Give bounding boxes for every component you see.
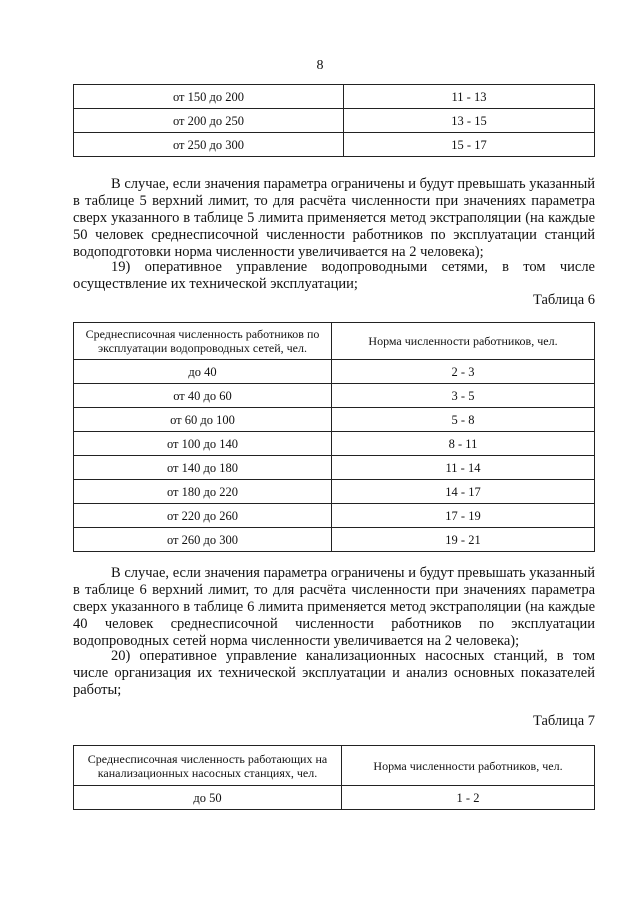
norm-cell: 8 - 11 bbox=[332, 432, 595, 456]
norm-cell: 14 - 17 bbox=[332, 480, 595, 504]
norm-cell: 13 - 15 bbox=[344, 109, 595, 133]
table-header-row bbox=[74, 323, 595, 360]
table-5-continuation bbox=[73, 84, 595, 157]
range-cell: от 150 до 200 bbox=[74, 85, 344, 109]
table-row bbox=[74, 456, 595, 480]
norm-cell: 17 - 19 bbox=[332, 504, 595, 528]
table-7-caption: Таблица 7 bbox=[532, 713, 595, 729]
norm-cell: 1 - 2 bbox=[342, 786, 595, 810]
paragraph-item-19: 19) оперативное управление водопроводными сетями, в том числе осуществление их технической эксплуатации; bbox=[73, 259, 595, 292]
table-row bbox=[74, 133, 595, 157]
table-row bbox=[74, 480, 595, 504]
header-col-norm: Норма численности работников, чел. bbox=[332, 323, 595, 360]
norm-cell: 15 - 17 bbox=[344, 133, 595, 157]
range-cell: от 60 до 100 bbox=[74, 408, 332, 432]
header-col-norm: Норма численности работников, чел. bbox=[342, 746, 595, 786]
table-6 bbox=[73, 322, 595, 552]
table-row bbox=[74, 109, 595, 133]
range-cell: от 100 до 140 bbox=[74, 432, 332, 456]
norm-cell: 2 - 3 bbox=[332, 360, 595, 384]
range-cell: от 200 до 250 bbox=[74, 109, 344, 133]
table-row bbox=[74, 360, 595, 384]
range-cell: от 140 до 180 bbox=[74, 456, 332, 480]
range-cell: от 40 до 60 bbox=[74, 384, 332, 408]
range-cell: от 180 до 220 bbox=[74, 480, 332, 504]
table-6-caption: Таблица 6 bbox=[532, 292, 595, 308]
table-row bbox=[74, 528, 595, 552]
norm-cell: 11 - 14 bbox=[332, 456, 595, 480]
range-cell: до 50 bbox=[74, 786, 342, 810]
range-cell: от 250 до 300 bbox=[74, 133, 344, 157]
table-row bbox=[74, 85, 595, 109]
range-cell: от 220 до 260 bbox=[74, 504, 332, 528]
norm-cell: 3 - 5 bbox=[332, 384, 595, 408]
norm-cell: 11 - 13 bbox=[344, 85, 595, 109]
table-row bbox=[74, 408, 595, 432]
paragraph-extrapolation-table6: В случае, если значения параметра ограничены и будут превышать указанный в таблице 6 верхний лимит, то для расчёта численности при значениях параметра сверх указанного в таблице 6 лимита применяется метод экстраполяции (на каждые 40 человек среднесписочной численности работников по эксплуатации водопроводных сетей норма численности увеличивается на 2 человека); bbox=[73, 565, 595, 649]
table-row bbox=[74, 432, 595, 456]
paragraph-extrapolation-table5: В случае, если значения параметра ограничены и будут превышать указанный в таблице 5 верхний лимит, то для расчёта численности при значениях параметра сверх указанного в таблице 5 лимита применяется метод экстраполяции (на каждые 50 человек среднесписочной численности работников по эксплуатации станций водоподготовки норма численности увеличивается на 2 человека); bbox=[73, 176, 595, 260]
range-cell: до 40 bbox=[74, 360, 332, 384]
table-row bbox=[74, 384, 595, 408]
norm-cell: 5 - 8 bbox=[332, 408, 595, 432]
range-cell: от 260 до 300 bbox=[74, 528, 332, 552]
table-7 bbox=[73, 745, 595, 810]
page-number: 8 bbox=[316, 58, 324, 73]
table-row bbox=[74, 786, 595, 810]
table-header-row bbox=[74, 746, 595, 786]
header-col-count: Среднесписочная численность работников по эксплуатации водопроводных сетей, чел. bbox=[74, 323, 332, 360]
norm-cell: 19 - 21 bbox=[332, 528, 595, 552]
header-col-count: Среднесписочная численность работающих на канализационных насосных станциях, чел. bbox=[74, 746, 342, 786]
paragraph-item-20: 20) оперативное управление канализационных насосных станций, в том числе организация их технической эксплуатации и анализ основных показателей работы; bbox=[73, 648, 595, 698]
table-row bbox=[74, 504, 595, 528]
